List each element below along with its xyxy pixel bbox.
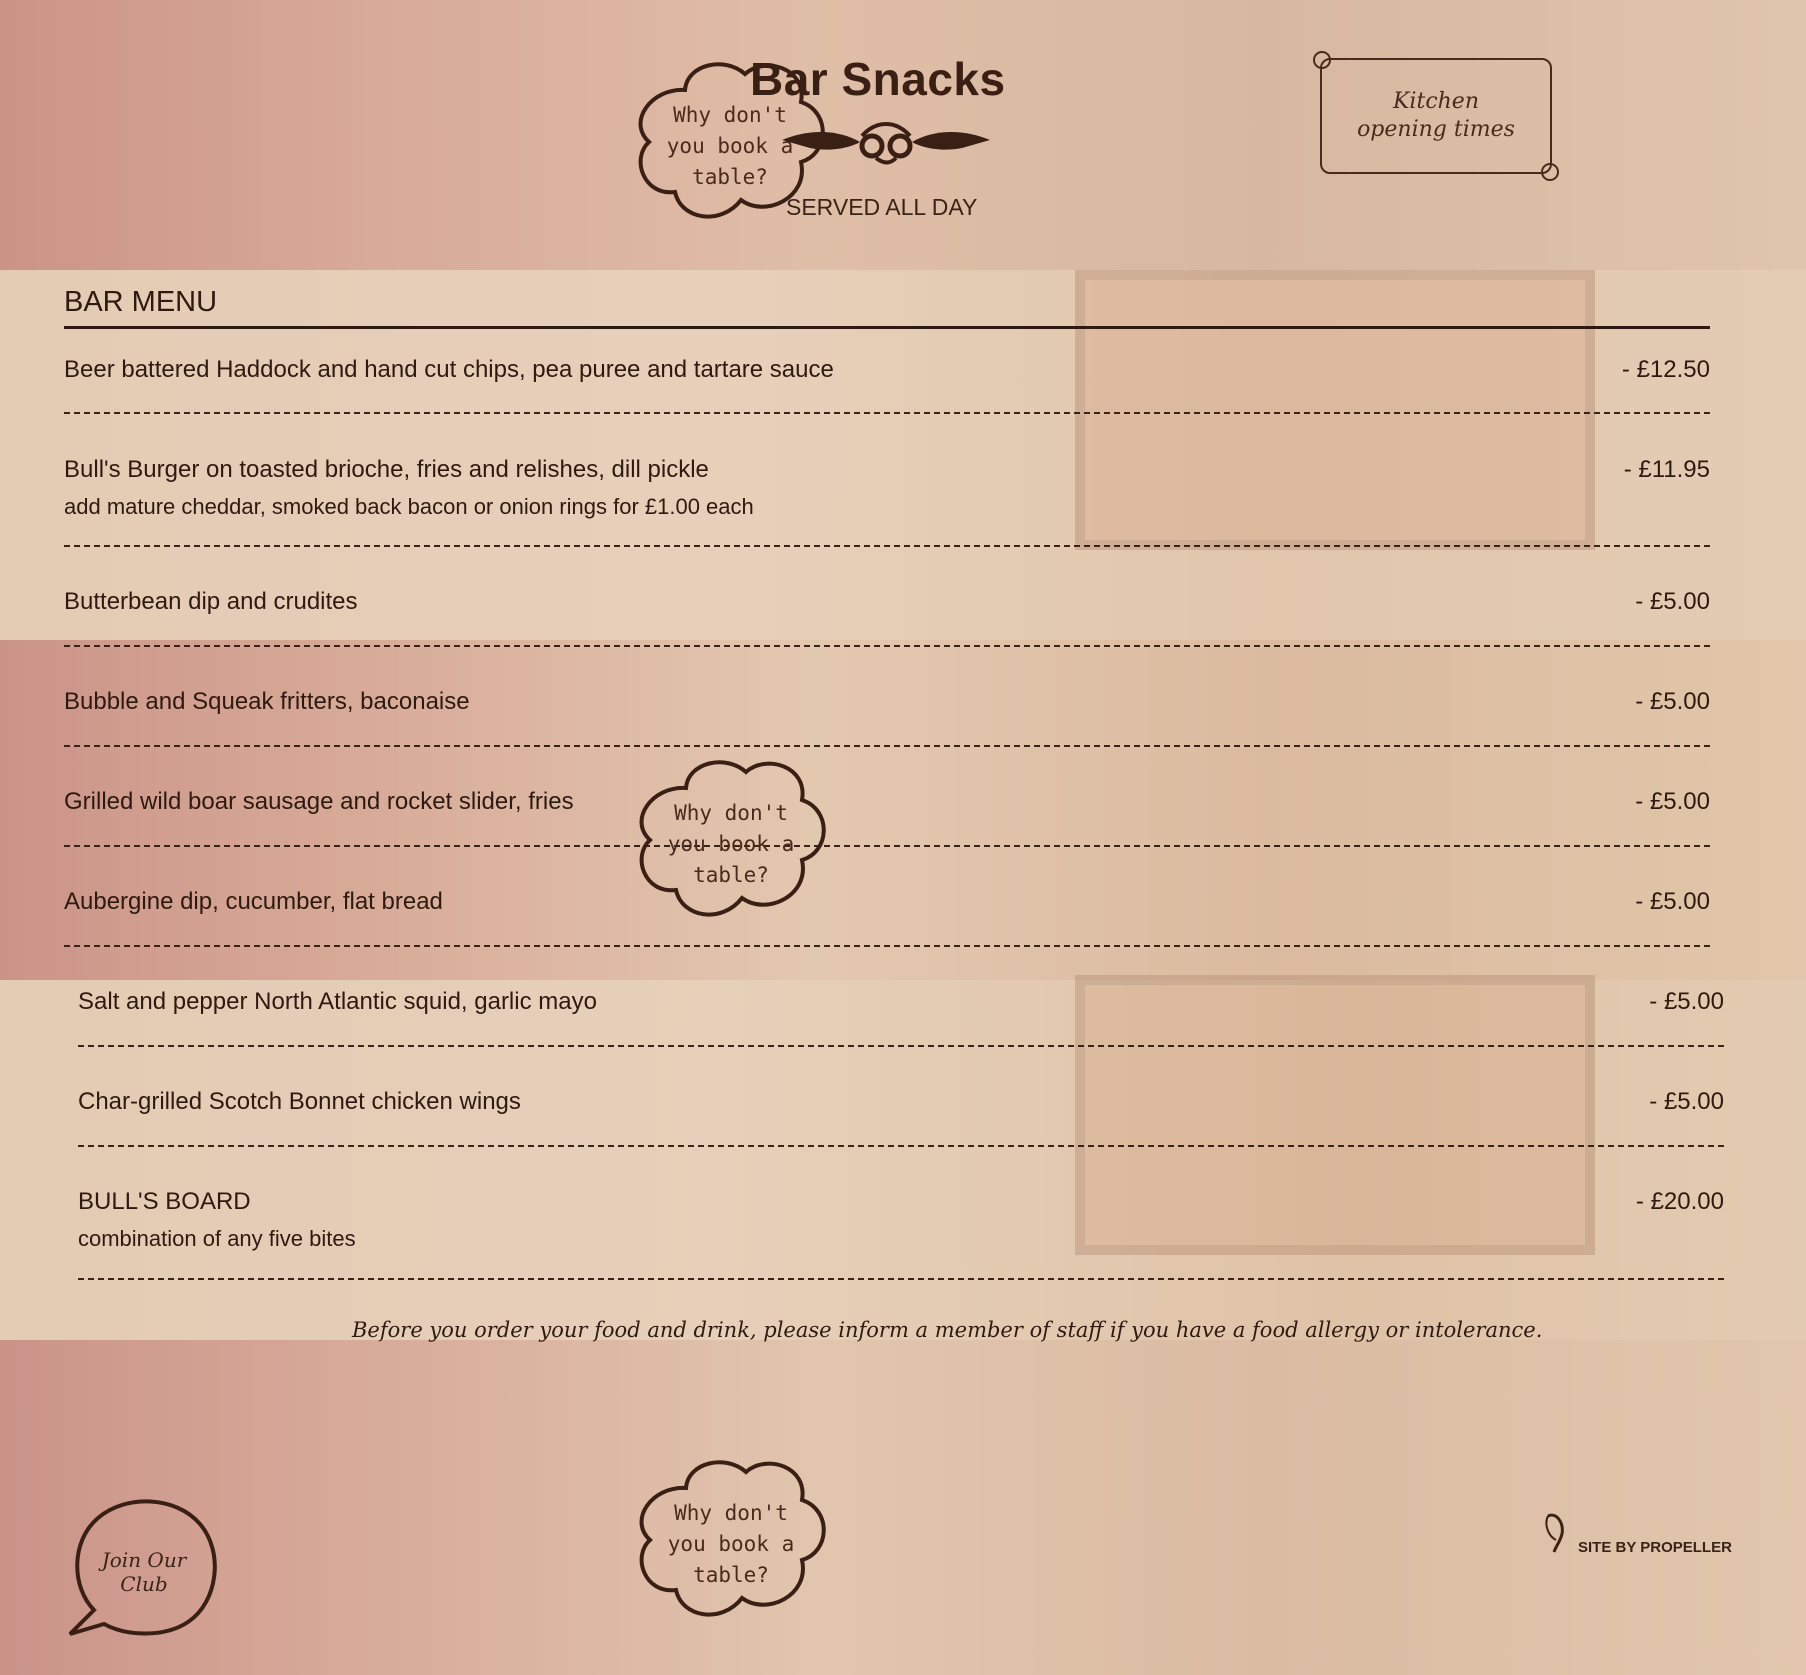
menu-item-name: Aubergine dip, cucumber, flat bread xyxy=(64,888,443,915)
book-table-bubble-text: Why don't you book a table? xyxy=(667,801,795,887)
menu-item-name: Bull's Burger on toasted brioche, fries and relishes, dill pickle xyxy=(64,456,709,483)
served-all-day-subtitle: SERVED ALL DAY xyxy=(786,194,978,220)
book-table-bubble-floating[interactable] xyxy=(626,748,836,928)
menu-divider xyxy=(78,1278,1724,1280)
menu-item xyxy=(64,588,1710,616)
menu-item-price: - £5.00 xyxy=(1635,888,1710,915)
menu-item-name: Beer battered Haddock and hand cut chips, pea puree and tartare sauce xyxy=(64,356,834,383)
menu-divider xyxy=(64,745,1710,747)
menu-item-price: - £12.50 xyxy=(1621,356,1710,383)
menu-item-note: combination of any five bites xyxy=(78,1226,356,1251)
page-title: Bar Snacks xyxy=(750,53,1006,105)
menu-item-name: Salt and pepper North Atlantic squid, garlic mayo xyxy=(78,988,597,1015)
menu-item-price: - £5.00 xyxy=(1649,1088,1724,1115)
menu-item-name: Bubble and Squeak fritters, baconaise xyxy=(64,688,470,715)
site-credit-text: SITE BY PROPELLER xyxy=(1578,1538,1732,1556)
book-table-bubble-header[interactable] xyxy=(625,50,835,230)
menu-item-price: - £11.95 xyxy=(1623,456,1710,483)
menu-item-price: - £20.00 xyxy=(1635,1188,1724,1215)
menu-divider xyxy=(78,1045,1724,1047)
book-table-bubble-text: Why don't you book a table? xyxy=(667,1501,795,1587)
book-table-bubble-footer[interactable] xyxy=(626,1448,836,1628)
menu-divider xyxy=(64,645,1710,647)
propeller-icon xyxy=(1542,1512,1572,1556)
menu-divider xyxy=(64,412,1710,414)
menu-item-name: Char-grilled Scotch Bonnet chicken wings xyxy=(78,1088,521,1115)
menu-item xyxy=(64,356,1710,384)
menu-item-name: BULL'S BOARD xyxy=(78,1188,251,1215)
menu-item-name: Grilled wild boar sausage and rocket slider, fries xyxy=(64,788,574,815)
menu-divider xyxy=(64,845,1710,847)
kitchen-opening-times-button[interactable]: Kitchen opening times xyxy=(1320,58,1552,174)
join-our-club-button[interactable] xyxy=(64,1490,222,1640)
menu-item-price: - £5.00 xyxy=(1635,688,1710,715)
menu-item xyxy=(78,1188,1724,1252)
section-title-bar-menu: BAR MENU xyxy=(64,286,218,318)
menu-item-price: - £5.00 xyxy=(1635,788,1710,815)
menu-divider xyxy=(64,945,1710,947)
menu-item xyxy=(64,888,1710,916)
menu-item-price: - £5.00 xyxy=(1649,988,1724,1015)
menu-item xyxy=(64,788,1710,816)
menu-divider xyxy=(78,1145,1724,1147)
menu-item xyxy=(64,688,1710,716)
menu-item xyxy=(64,456,1710,520)
menu-item xyxy=(78,988,1724,1016)
menu-item-note: add mature cheddar, smoked back bacon or onion rings for £1.00 each xyxy=(64,494,754,519)
menu-item-name: Butterbean dip and crudites xyxy=(64,588,358,615)
menu-divider xyxy=(64,545,1710,547)
book-table-bubble-text: Why don't you book a table? xyxy=(666,103,794,189)
site-credit-link[interactable] xyxy=(1542,1512,1732,1556)
section-rule xyxy=(64,326,1710,329)
menu-item-price: - £5.00 xyxy=(1635,588,1710,615)
menu-item xyxy=(78,1088,1724,1116)
join-our-club-label: Join Our Club xyxy=(101,1548,187,1596)
allergy-note: Before you order your food and drink, please inform a member of staff if you have a food allergy or intolerance. xyxy=(352,1318,1543,1342)
